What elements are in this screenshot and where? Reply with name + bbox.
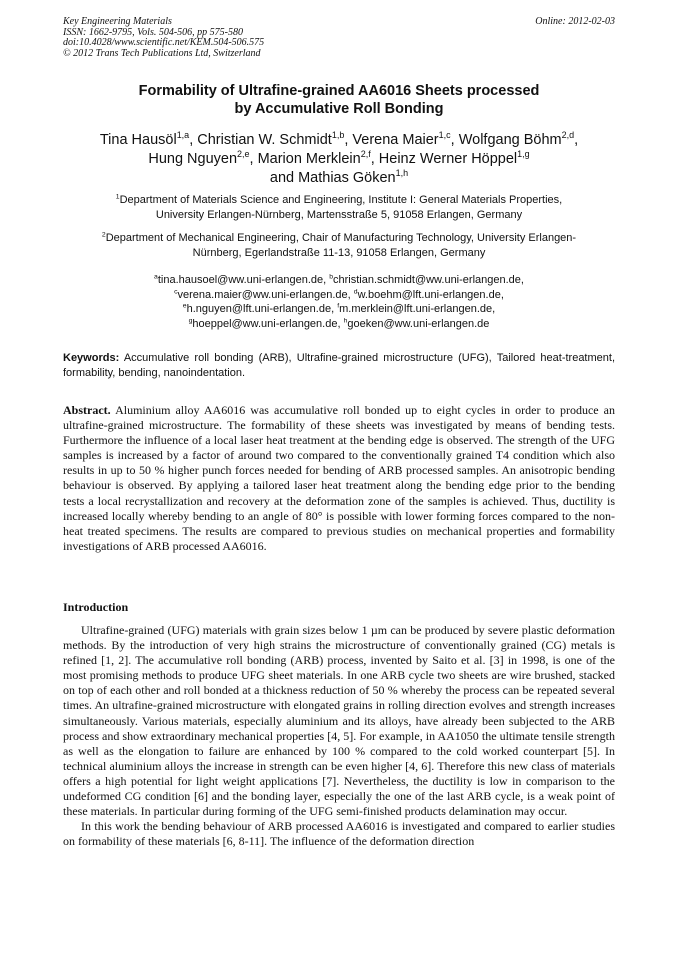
- email-link[interactable]: hoeppel@ww.uni-erlangen.de,: [192, 317, 344, 330]
- author-name: Heinz Werner Höppel: [378, 151, 518, 167]
- email-link[interactable]: tina.hausoel@ww.uni-erlangen.de,: [157, 274, 330, 286]
- author-affil-mark: 1,b: [331, 130, 345, 141]
- affiliation-number: 2: [101, 231, 106, 239]
- email-link[interactable]: christian.schmidt@ww.uni-erlangen.de,: [333, 274, 524, 286]
- author-affil-mark: 2,f: [360, 149, 371, 160]
- keywords-text: Accumulative roll bonding (ARB), Ultrafine-grained microstructure (UFG), Tailored heat-treatment, formability, bending, nanoindentation.: [63, 352, 615, 379]
- author-affil-mark: 1,c: [438, 130, 451, 141]
- author-name: Marion Merklein: [257, 151, 361, 167]
- paragraph: Ultrafine-grained (UFG) materials with grain sizes below 1 µm can be produced by severe plastic deformation methods. By the introduction of very high strains the microstructure of conventionally grained (CG) metals is refined [1, 2]. The accumulative roll bonding (ARB) process, invented by Saito et al. [3] in 1998, is one of the most promising methods to produce UFG sheet materials. In one ARB cycle two sheets are wire brushed, stacked on top of each other and roll bonded at a thickness reduction of 50 % whereby the process can be repeated several times. An ultrafine-grained microstructure with elongated grains in rolling direction evolves and strength increases simultaneously. Various materials, especially aluminium and its alloys, have already been subjected to the ARB process and show extraordinary mechanical properties [4, 5]. For example, in AA1050 the ultimate tensile strength as well as the elongation to failure are enhanced by 100 % compared to the cold worked counterpart [5]. In technical aluminium alloys the increase in strength can be even higher [4, 6]. Therefore this new class of materials offers a high potential for light weight applications [7]. Nevertheless, the ductility is low in comparison to the undeformed CG condition [6] and the bonding layer, especially the one of the last ARB cycle, is a weak point of these materials. In particular during forming of the UFG semi-finished products delamination may occur.: [63, 623, 615, 819]
- author-affil-mark: 2,d: [561, 130, 575, 141]
- copyright-line: © 2012 Trans Tech Publications Ltd, Switzerland: [63, 47, 261, 59]
- author-name: Hung Nguyen: [148, 151, 238, 167]
- abstract-section: [63, 403, 615, 554]
- author-affil-mark: 1,g: [517, 149, 530, 160]
- title-line-1: Formability of Ultrafine-grained AA6016 Sheets processed: [138, 83, 540, 99]
- introduction-heading: Introduction: [63, 600, 129, 614]
- author-name: Wolfgang Böhm: [458, 132, 562, 148]
- affiliation-1: $^1$Department of Materials Science and Engineering, Institute I: General Materials Properties, University Erlangen-Nürnberg, Martensstraße 5, 91058 Erlangen, Germany: [115, 193, 563, 221]
- author-name: Christian W. Schmidt: [197, 132, 332, 148]
- email-link[interactable]: h.nguyen@lft.uni-erlangen.de,: [186, 303, 338, 315]
- introduction-body: [63, 623, 615, 849]
- author-line-3: [63, 169, 615, 188]
- journal-name: Key Engineering Materials: [63, 16, 172, 27]
- email-link[interactable]: m.merklein@lft.uni-erlangen.de,: [339, 303, 496, 315]
- email-link[interactable]: w.boehm@lft.uni-erlangen.de,: [357, 288, 504, 301]
- author-line-1: Tina Hausöl$^{1,a}$, Christian W. Schmidt$^{1,b}$, Verena Maier$^{1,c}$, Wolfgang Böhm$^{2,d}$,: [99, 130, 579, 148]
- keywords-label: Keywords:: [63, 352, 120, 364]
- online-date: Online: 2012-02-03: [535, 16, 615, 27]
- abstract-label: Abstract.: [63, 403, 111, 417]
- affiliation-number: 1: [115, 193, 120, 201]
- paper-title: [63, 82, 615, 118]
- title-line-2: by Accumulative Roll Bonding: [234, 101, 444, 117]
- paragraph: In this work the bending behaviour of ARB processed AA6016 is investigated and compared to earlier studies on formability of these materials [6, 8-11]. The influence of the deformation direction: [63, 819, 615, 849]
- email-list: $^a$tina.hausoel@ww.uni-erlangen.de, $^b$christian.schmidt@ww.uni-erlangen.de, $^c$verena.maier@ww.uni-erlangen.de, $^d$w.boehm@lft.uni-erlangen.de, $^e$h.nguyen@lft.uni-erlangen.de, $^f$m.merklein@lft.uni-erlangen.de, $^g$hoeppel@ww.uni-erlangen.de, $^h$goeken@ww.uni-erlangen.de: [154, 273, 524, 330]
- author-affil-mark: 1,a: [176, 130, 190, 141]
- author-name: and Mathias Göken: [269, 170, 396, 186]
- author-list: [63, 131, 615, 188]
- author-line-2: Hung Nguyen$^{2,e}$, Marion Merklein$^{2,f}$, Heinz Werner Höppel$^{1,g}$: [148, 149, 530, 167]
- author-affil-mark: 2,e: [237, 149, 250, 160]
- email-link[interactable]: goeken@ww.uni-erlangen.de: [347, 317, 490, 330]
- author-name: Verena Maier: [352, 132, 439, 148]
- doi-line: doi:10.4028/www.scientific.net/KEM.504-506.575: [63, 37, 265, 48]
- running-header: [63, 17, 615, 59]
- abstract-text: Aluminium alloy AA6016 was accumulative roll bonded up to eight cycles in order to produce an ultrafine-grained microstructure. The formability of these sheets was investigated by means of bending tests. Furthermore the influence of a local laser heat treatment at the bending edge is observed. The strength of the UFG samples is increased by a factor of around two compared to the conventionally grained T4 condition which also results in up to 50 % higher punch forces needed for bending of ARB processed samples. An anisotropic bending behaviour is observed. By applying a tailored laser heat treatment along the bending edge prior to the bending tests a local recrystallization and recovery at the deformation zone of the samples is achieved. Thus, ductility is increased locally whereby bending to an angle of 80° is possible with lower forming forces compared to the non-heat treated specimens. The results are compared to previous studies on mechanical properties and formability investigations of ARB processed AA6016.: [63, 403, 616, 553]
- affiliation-2: $^2$Department of Mechanical Engineering, Chair of Manufacturing Technology, University Erlangen- Nürnberg, Egerlandstraße 11-13, 91058 Erlangen, Germany: [101, 231, 577, 259]
- keywords-section: [63, 351, 615, 381]
- issn-line: ISSN: 1662-9795, Vols. 504-506, pp 575-580: [63, 26, 243, 38]
- email-link[interactable]: verena.maier@ww.uni-erlangen.de,: [177, 288, 354, 301]
- author-affil-mark: 1,h: [395, 168, 409, 179]
- author-name: Tina Hausöl: [99, 132, 177, 148]
